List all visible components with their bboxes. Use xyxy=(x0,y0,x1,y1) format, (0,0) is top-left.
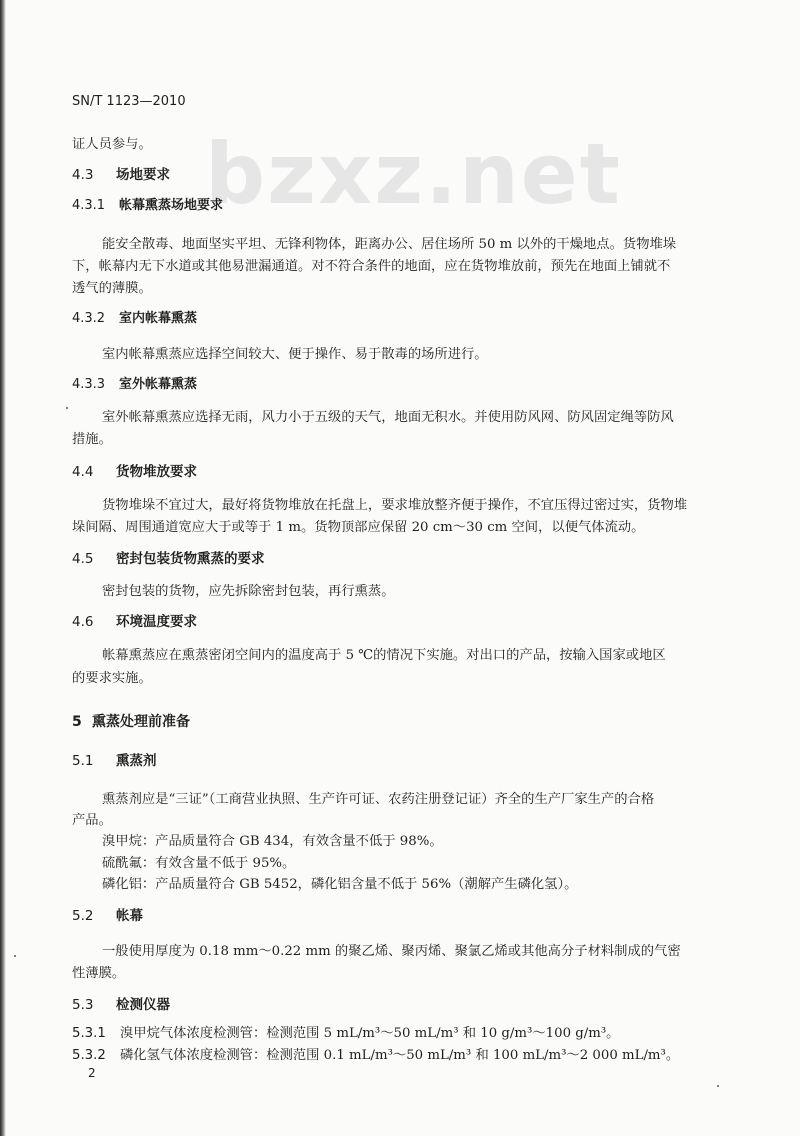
item-text: 磷化氢气体浓度检测管：检测范围 0.1 mL/m³～50 mL/m³ 和 100 mL/m³～2 000 mL/m³。 xyxy=(120,1048,680,1063)
paragraph-line: 货物堆垛不宜过大，最好将货物堆放在托盘上，要求堆放整齐便于操作，不宜压得过密过实，货物堆 xyxy=(102,498,688,513)
section-4-3-1-heading xyxy=(72,194,223,213)
section-title: 室外帐幕熏蒸 xyxy=(119,377,198,392)
paragraph-line: 性薄膜。 xyxy=(72,966,126,981)
scan-speck xyxy=(66,407,68,409)
scan-edge-shadow xyxy=(0,0,6,1136)
section-number: 5.3.1 xyxy=(72,1026,106,1041)
section-4-6-heading xyxy=(72,610,197,630)
section-number: 5.1 xyxy=(72,753,94,769)
section-title: 密封包装货物熏蒸的要求 xyxy=(116,551,265,567)
section-5-2-heading xyxy=(72,904,143,924)
section-4-3-heading xyxy=(72,163,170,183)
paragraph-line: 一般使用厚度为 0.18 mm～0.22 mm 的聚乙烯、聚丙烯、聚氯乙烯或其他高分子材料制成的气密 xyxy=(102,944,681,959)
paragraph-line: 下，帐幕内无下水道或其他易泄漏通道。对不符合条件的地面，应在货物堆放前，预先在地面上铺就不 xyxy=(72,259,671,274)
section-title: 帐幕 xyxy=(116,908,143,924)
section-number: 5.2 xyxy=(72,908,94,924)
paragraph-line: 室外帐幕熏蒸应选择无雨，风力小于五级的天气，地面无积水。并使用防风网、防风固定绳等防风 xyxy=(102,410,674,425)
paragraph-line: 措施。 xyxy=(72,432,112,447)
section-4-5-heading xyxy=(72,547,265,567)
section-5-3-1-item xyxy=(72,1022,619,1041)
paragraph-line: 室内帐幕熏蒸应选择空间较大、便于操作、易于散毒的场所进行。 xyxy=(102,347,488,362)
section-number: 5.3 xyxy=(72,997,94,1013)
page-number: 2 xyxy=(88,1066,96,1080)
section-number: 4.3.3 xyxy=(72,377,106,392)
section-title: 熏蒸处理前准备 xyxy=(92,714,190,730)
paragraph-line: 产品。 xyxy=(72,813,112,828)
standard-code: SN/T 1123—2010 xyxy=(72,94,186,109)
scan-speck xyxy=(717,1085,719,1087)
section-number: 4.3 xyxy=(72,167,94,183)
scan-speck xyxy=(14,955,16,957)
paragraph-line: 溴甲烷：产品质量符合 GB 434，有效含量不低于 98%。 xyxy=(102,834,443,849)
section-number: 4.4 xyxy=(72,464,94,480)
section-title: 帐幕熏蒸场地要求 xyxy=(119,198,224,213)
section-title: 环境温度要求 xyxy=(116,614,197,630)
section-number: 5.3.2 xyxy=(72,1048,106,1063)
paragraph-line: 透气的薄膜。 xyxy=(72,281,152,296)
section-number: 4.6 xyxy=(72,614,94,630)
section-5-3-2-item xyxy=(72,1044,679,1063)
section-title: 熏蒸剂 xyxy=(116,753,157,769)
paragraph-line: 磷化铝：产品质量符合 GB 5452，磷化铝含量不低于 56%（潮解产生磷化氢）。 xyxy=(102,877,578,892)
section-4-3-3-heading xyxy=(72,373,197,392)
paragraph-line: 密封包装的货物，应先拆除密封包装，再行熏蒸。 xyxy=(102,584,395,599)
paragraph-line: 垛间隔、周围通道宽应大于或等于 1 m。货物顶部应保留 20 cm～30 cm 空间，以便气体流动。 xyxy=(72,520,645,535)
section-number: 4.3.1 xyxy=(72,198,106,213)
section-4-3-2-heading xyxy=(72,307,197,326)
section-5-1-heading xyxy=(72,749,157,769)
paragraph-line: 熏蒸剂应是“三证”（工商营业执照、生产许可证、农药注册登记证）齐全的生产厂家生产的合格 xyxy=(102,792,655,807)
paragraph-line: 能安全散毒、地面坚实平坦、无锋利物体，距离办公、居住场所 50 m 以外的干燥地点。货物堆垛 xyxy=(102,237,677,252)
watermark: bzxz.net xyxy=(205,125,622,223)
section-5-3-heading xyxy=(72,993,170,1013)
paragraph-line: 帐幕熏蒸应在熏蒸密闭空间内的温度高于 5 ℃的情况下实施。对出口的产品，按输入国家或地区 xyxy=(102,648,666,663)
section-title: 室内帐幕熏蒸 xyxy=(119,311,198,326)
section-title: 检测仪器 xyxy=(116,997,170,1013)
section-title: 场地要求 xyxy=(116,167,170,183)
section-5-heading xyxy=(72,711,190,731)
paragraph-line: 证人员参与。 xyxy=(72,137,152,152)
section-number: 5 xyxy=(72,714,82,730)
item-text: 溴甲烷气体浓度检测管：检测范围 5 mL/m³～50 mL/m³ 和 10 g/m³～100 g/m³。 xyxy=(120,1026,620,1041)
section-title: 货物堆放要求 xyxy=(116,464,197,480)
section-number: 4.5 xyxy=(72,551,94,567)
section-number: 4.3.2 xyxy=(72,311,106,326)
paragraph-line: 的要求实施。 xyxy=(72,671,152,686)
section-4-4-heading xyxy=(72,460,197,480)
paragraph-line: 硫酰氟：有效含量不低于 95%。 xyxy=(102,856,296,871)
